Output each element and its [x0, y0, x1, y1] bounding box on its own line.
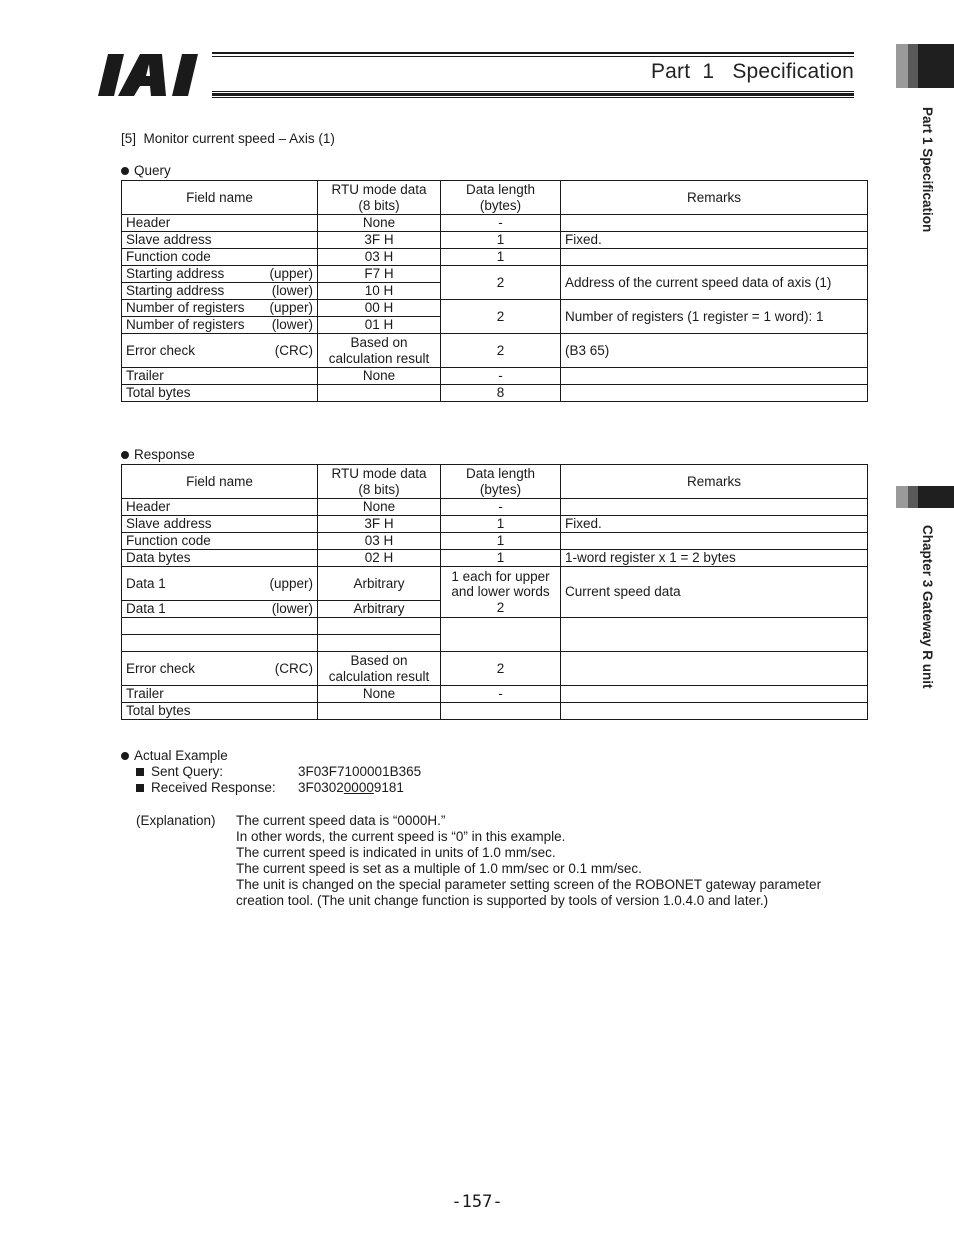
table-row: Error check (CRC) Based on calculation result 2 (B3 65) [122, 334, 868, 368]
col-header-field: Field name [122, 181, 318, 215]
square-bullet-icon [136, 784, 144, 792]
table-row: Data 1 (upper) Arbitrary 1 each for upper and lower words 2 Current speed data [122, 567, 868, 601]
table-row [122, 618, 868, 635]
table-row: Starting address (lower) 10 H [122, 283, 868, 300]
received-response-label: Received Response: [136, 780, 276, 796]
table-row: Function code 03 H 1 [122, 533, 868, 550]
query-label: Query [121, 163, 171, 179]
table-header-row [122, 465, 868, 499]
page-header-title: Part 1 Specification [650, 60, 854, 83]
table-row: Data bytes 02 H 1 1-word register x 1 = 2 bytes [122, 550, 868, 567]
side-tab-part-label: Part 1 Specification [920, 107, 935, 233]
received-response-value: 3F030200009181 [298, 780, 404, 795]
explanation-label: (Explanation) [136, 813, 216, 828]
response-label: Response [121, 447, 195, 463]
sent-query-label: Sent Query: [136, 764, 223, 780]
col-header-field: Field name [122, 465, 318, 499]
square-bullet-icon [136, 768, 144, 776]
section-title: [5] Monitor current speed – Axis (1) [121, 131, 335, 146]
iai-logo [96, 52, 216, 98]
col-header-remarks: Remarks [561, 181, 868, 215]
side-tab-marker-chapter [896, 486, 954, 508]
col-header-rtu: RTU mode data (8 bits) [318, 181, 441, 215]
table-row: Total bytes 8 [122, 385, 868, 402]
table-row: Trailer None - [122, 368, 868, 385]
col-header-remarks: Remarks [561, 465, 868, 499]
col-header-length: Data length (bytes) [441, 181, 561, 215]
col-header-length: Data length (bytes) [441, 465, 561, 499]
table-row: Function code 03 H 1 [122, 249, 868, 266]
table-row: Data 1 (lower) Arbitrary [122, 601, 868, 618]
explanation-line: The current speed data is “0000H.” [236, 813, 446, 828]
explanation-line: The current speed is set as a multiple of 1.0 mm/sec or 0.1 mm/sec. [236, 861, 642, 876]
example-label: Actual Example [121, 748, 228, 764]
table-row: Error check (CRC) Based on calculation result 2 [122, 652, 868, 686]
table-row: Slave address 3F H 1 Fixed. [122, 232, 868, 249]
table-row: Slave address 3F H 1 Fixed. [122, 516, 868, 533]
table-row: Header None - [122, 215, 868, 232]
highlighted-speed-data: 0000 [343, 780, 374, 795]
table-row: Starting address (upper) F7 H 2 Address of the current speed data of axis (1) [122, 266, 868, 283]
side-tab-chapter-label: Chapter 3 Gateway R unit [920, 525, 935, 689]
table-header-row [122, 181, 868, 215]
col-header-rtu: RTU mode data (8 bits) [318, 465, 441, 499]
table-row: Trailer None - [122, 686, 868, 703]
iai-logo-graphic [96, 52, 216, 98]
explanation-line: The current speed is indicated in units of 1.0 mm/sec. [236, 845, 556, 860]
table-row: Number of registers (upper) 00 H 2 Number of registers (1 register = 1 word): 1 [122, 300, 868, 317]
explanation-line: The unit is changed on the special parameter setting screen of the ROBONET gateway parameter [236, 877, 822, 892]
page-number: -157- [451, 1192, 503, 1212]
table-row: Total bytes [122, 703, 868, 720]
side-tab-marker-part [896, 44, 954, 88]
query-table [121, 180, 868, 402]
response-table [121, 464, 868, 720]
sent-query-value: 3F03F7100001B365 [298, 764, 422, 779]
table-row: Header None - [122, 499, 868, 516]
explanation-line: In other words, the current speed is “0” in this example. [236, 829, 566, 844]
explanation-line: creation tool. (The unit change function is supported by tools of version 1.0.4.0 and later.) [236, 893, 769, 908]
table-row: Number of registers (lower) 01 H [122, 317, 868, 334]
